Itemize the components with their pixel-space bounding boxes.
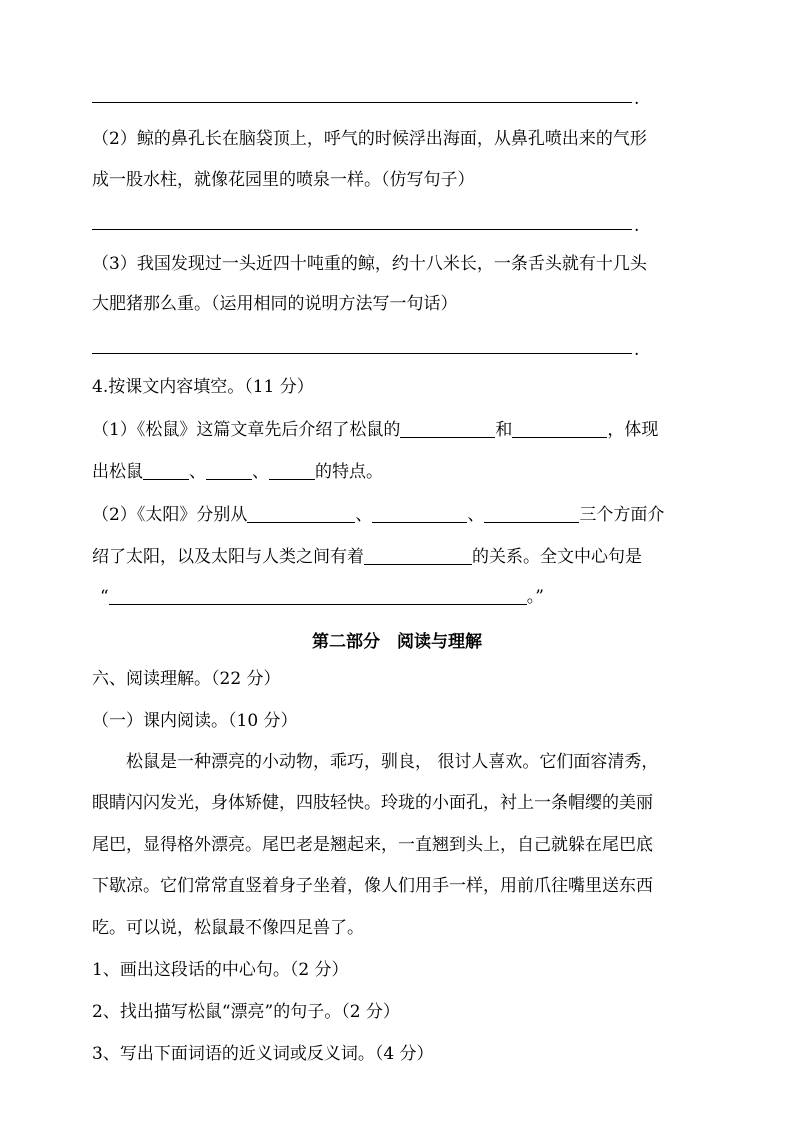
passage-line: 眼睛闪闪发光，身体矫健，四肢轻快。玲珑的小面孔，衬上一条帽缨的美丽 [92,793,653,813]
fill-blank[interactable] [109,586,527,605]
period-mark: . [634,216,640,236]
separator: 、 [252,462,269,482]
section6-q1: 1、画出这段话的中心句。（2 分） [92,960,349,980]
q4-s2-text-a: （2）《太阳》分别从 [92,505,248,525]
fill-blank[interactable] [206,461,252,480]
fill-blank[interactable] [247,504,355,523]
q4-sentence1-line1 [92,419,658,441]
answer-line-3[interactable] [92,353,632,354]
passage-line: 下歇凉。它们常常直竖着身子坐着，像人们用手一样，用前爪往嘴里送东西 [92,876,653,896]
q4-sentence2-line1 [92,504,664,526]
answer-line-2[interactable] [92,229,632,230]
section6-sub1: （一）课内阅读。（10 分） [92,711,298,731]
passage-line: 吃。可以说，松鼠最不像四足兽了。 [92,918,364,938]
q3-item3-line1: （3）我国发现过一头近四十吨重的鲸，约十八米长，一条舌头就有十几头 [92,254,647,274]
fill-blank[interactable] [484,504,579,523]
section6-title: 六、阅读理解。（22 分） [92,669,281,689]
section6-q3: 3、写出下面词语的近义词或反义词。（4 分） [92,1044,434,1064]
fill-blank[interactable] [400,419,495,438]
q4-s2-text-d: 的关系。全文中心句是 [472,547,642,567]
close-quote: 。” [526,587,544,607]
q4-s1-text-b: 和 [495,420,513,440]
q4-s1-text-a: （1）《松鼠》这篇文章先后介绍了松鼠的 [92,420,401,440]
open-quote: “ [100,587,109,607]
q4-s1-text-d: 出松鼠 [92,462,143,482]
q3-item3-line2: 大肥猪那么重。（运用相同的说明方法写一句话） [92,294,458,314]
q4-s1-text-e: 的特点。 [315,462,383,482]
fill-blank[interactable] [143,461,189,480]
separator: 、 [355,505,373,525]
period-mark: . [634,89,640,109]
q4-centre-sentence-line [100,586,544,608]
fill-blank[interactable] [512,419,607,438]
q3-item2-line2: 成一股水柱，就像花园里的喷泉一样。（仿写句子） [92,170,475,190]
q3-item2-line1: （2）鲸的鼻孔长在脑袋顶上，呼气的时候浮出海面，从鼻孔喷出来的气形 [92,129,647,149]
fill-blank[interactable] [372,504,467,523]
section6-q2: 2、找出描写松鼠“漂亮”的句子。（2 分） [92,1002,400,1022]
separator: 、 [467,505,485,525]
passage-line: 松鼠是一种漂亮的小动物，乖巧，驯良， 很讨人喜欢。它们面容清秀， [126,752,659,772]
answer-line-1[interactable] [92,102,632,103]
q4-s2-text-c: 绍了太阳，以及太阳与人类之间有着 [92,547,364,567]
q4-s2-text-b: 三个方面介 [579,505,665,525]
fill-blank[interactable] [269,461,315,480]
part2-heading: 第二部分 阅读与理解 [312,632,482,652]
separator: 、 [189,462,206,482]
q4-sentence2-line2 [92,546,642,568]
q4-title: 4.按课文内容填空。（11 分） [92,377,314,397]
q4-sentence1-line2 [92,461,383,483]
q4-s1-text-c: ，体现 [607,420,659,440]
fill-blank[interactable] [364,546,472,565]
passage-line: 尾巴，显得格外漂亮。尾巴老是翘起来，一直翘到头上，自己就躲在尾巴底 [92,835,653,855]
period-mark: . [634,340,640,360]
